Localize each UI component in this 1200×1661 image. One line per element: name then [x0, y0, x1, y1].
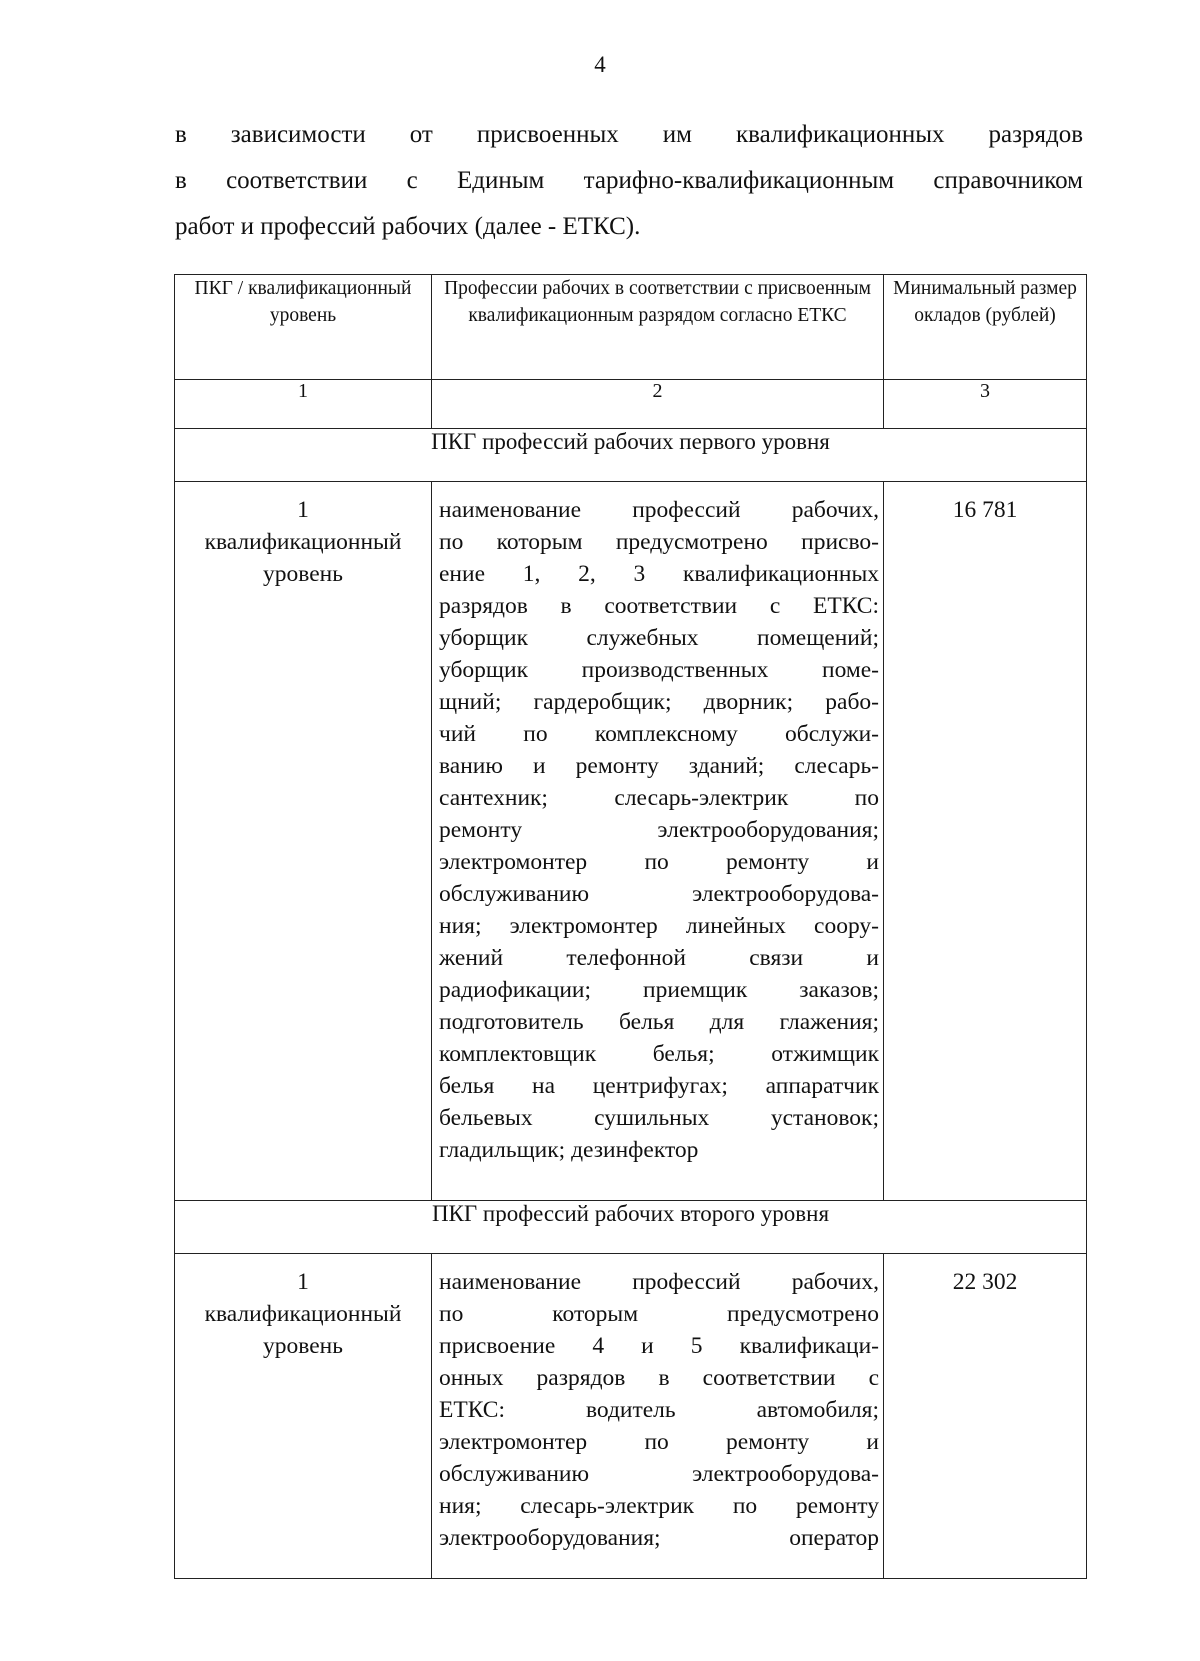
table-row	[175, 482, 1087, 1201]
description-line: щний; гардеробщик; дворник; рабо-	[439, 689, 879, 715]
description-line: обслуживанию электрооборудова-	[439, 1461, 879, 1487]
description-line: наименование профессий рабочих,	[439, 1269, 879, 1295]
description-line: ремонту электрооборудования;	[439, 817, 879, 843]
column-number-row	[175, 380, 1087, 429]
column-number: 1	[175, 380, 432, 429]
salary-cell: 16 781	[884, 482, 1087, 1201]
level-number: 1	[297, 1269, 309, 1295]
column-number: 2	[432, 380, 884, 429]
header-professions: Профессии рабочих в соответствии с присвоенным квалификационным разрядом согласно ЕТКС	[432, 275, 884, 380]
description-line: ЕТКС: водитель автомобиля;	[439, 1397, 879, 1423]
level-label: квалификационный	[204, 529, 402, 555]
description-line: разрядов в соответствии с ЕТКС:	[439, 593, 879, 619]
description-line: радиофикации; приемщик заказов;	[439, 977, 879, 1003]
description-line: чий по комплексному обслужи-	[439, 721, 879, 747]
level-number: 1	[297, 497, 309, 523]
level-word: уровень	[263, 561, 343, 587]
page-number: 4	[594, 52, 606, 77]
description-line: ванию и ремонту зданий; слесарь-	[439, 753, 879, 779]
description-line: ния; слесарь-электрик по ремонту	[439, 1493, 879, 1519]
description-line: ение 1, 2, 3 квалификационных	[439, 561, 879, 587]
description-line: электрооборудования; оператор	[439, 1525, 879, 1551]
description-line: наименование профессий рабочих,	[439, 497, 879, 523]
description-line: уборщик служебных помещений;	[439, 625, 879, 651]
description-line: ния; электромонтер линейных соору-	[439, 913, 879, 939]
description-line: белья на центрифугах; аппаратчик	[439, 1073, 879, 1099]
description-line: бельевых сушильных установок;	[439, 1105, 879, 1131]
group-title-row	[175, 1201, 1087, 1254]
intro-line: работ и профессий рабочих (далее - ЕТКС).	[175, 213, 641, 240]
level-label: квалификационный	[204, 1301, 402, 1327]
header-pkg-level: ПКГ / квалификационный уровень	[175, 275, 432, 380]
description-line: подготовитель белья для глажения;	[439, 1009, 879, 1035]
description-line: жений телефонной связи и	[439, 945, 879, 971]
table-header-row	[175, 275, 1087, 380]
description-line: уборщик производственных поме-	[439, 657, 879, 683]
description-line: обслуживанию электрооборудова-	[439, 881, 879, 907]
description-line: гладильщик; дезинфектор	[439, 1137, 699, 1163]
group-title-row	[175, 429, 1087, 482]
table-row	[175, 1254, 1087, 1579]
description-line: электромонтер по ремонту и	[439, 1429, 879, 1455]
description-line: по которым предусмотрено	[439, 1301, 879, 1327]
salary-table	[174, 274, 1087, 1579]
salary-cell: 22 302	[884, 1254, 1087, 1579]
column-number: 3	[884, 380, 1087, 429]
intro-line: в соответствии с Единым тарифно-квалификационным справочником	[175, 167, 1083, 194]
group-title: ПКГ профессий рабочих первого уровня	[175, 429, 1087, 482]
level-cell	[175, 482, 432, 1201]
description-line: сантехник; слесарь-электрик по	[439, 785, 879, 811]
description-line: онных разрядов в соответствии с	[439, 1365, 879, 1391]
group-title: ПКГ профессий рабочих второго уровня	[175, 1201, 1087, 1254]
level-cell	[175, 1254, 432, 1579]
description-line: присвоение 4 и 5 квалификаци-	[439, 1333, 879, 1359]
intro-line: в зависимости от присвоенных им квалификационных разрядов	[175, 121, 1083, 148]
intro-paragraph	[175, 112, 1083, 250]
level-word: уровень	[263, 1333, 343, 1359]
header-min-salary: Минимальный размер окладов (рублей)	[884, 275, 1087, 380]
description-line: комплектовщик белья; отжимщик	[439, 1041, 879, 1067]
description-line: электромонтер по ремонту и	[439, 849, 879, 875]
description-cell	[432, 482, 884, 1201]
description-cell	[432, 1254, 884, 1579]
description-line: по которым предусмотрено присво-	[439, 529, 879, 555]
